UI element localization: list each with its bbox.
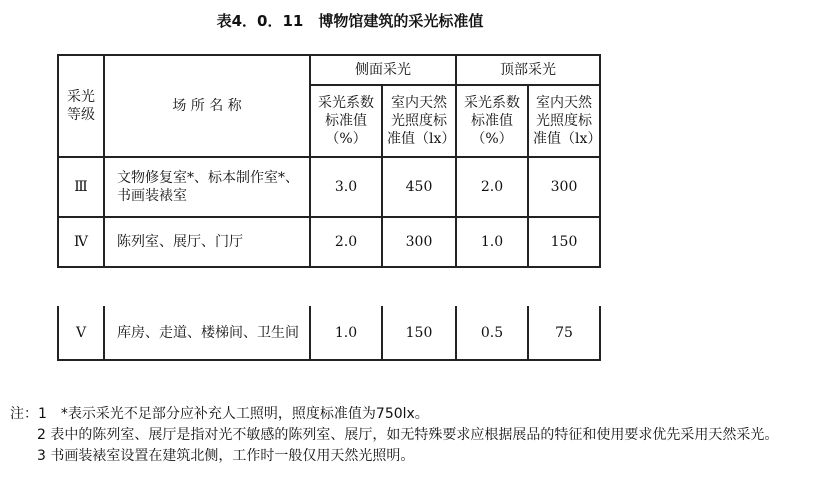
header-place: 场 所 名 称 (104, 55, 310, 157)
grade-cell: Ⅴ (58, 306, 104, 360)
grade-cell: Ⅲ (58, 157, 104, 217)
side-coef-cell: 1.0 (310, 306, 382, 360)
place-cell: 库房、走道、楼梯间、卫生间 (104, 306, 310, 360)
top-coef-cell: 1.0 (456, 217, 528, 267)
side-illum-cell: 300 (382, 217, 456, 267)
side-coef-cell: 3.0 (310, 157, 382, 217)
table-row (58, 157, 600, 217)
note-2: 2 表中的陈列室、展厅是指对光不敏感的陈列室、展厅，如无特殊要求应根据展品的特征和使用要求优先采用天然采光。 (37, 427, 779, 443)
top-illum-cell: 150 (528, 217, 600, 267)
header-top-illum: 室内天然光照度标准值（lx） (528, 85, 600, 157)
daylight-table (57, 54, 601, 268)
header-side: 侧面采光 (310, 55, 456, 85)
place-cell: 陈列室、展厅、门厅 (104, 217, 310, 267)
table-notes (10, 404, 778, 467)
table-title: 表4．0．11 博物馆建筑的采光标准值 (216, 12, 484, 30)
top-coef-cell: 2.0 (456, 157, 528, 217)
note-1: 注：1 *表示采光不足部分应补充人工照明，照度标准值为750lx。 (10, 406, 429, 422)
side-illum-cell: 450 (382, 157, 456, 217)
header-side-coef: 采光系数标准值（%） (310, 85, 382, 157)
place-cell: 文物修复室*、标本制作室*、书画装裱室 (104, 157, 310, 217)
header-grade: 采光等级 (58, 55, 104, 157)
top-illum-cell: 300 (528, 157, 600, 217)
note-3: 3 书画装裱室设置在建筑北侧，工作时一般仅用天然光照明。 (37, 448, 415, 464)
header-side-illum: 室内天然光照度标准值（lx） (382, 85, 456, 157)
table-row (58, 306, 600, 360)
side-illum-cell: 150 (382, 306, 456, 360)
daylight-table-continued (57, 306, 601, 361)
side-coef-cell: 2.0 (310, 217, 382, 267)
grade-cell: Ⅳ (58, 217, 104, 267)
table-row (58, 217, 600, 267)
header-top-coef: 采光系数标准值（%） (456, 85, 528, 157)
top-coef-cell: 0.5 (456, 306, 528, 360)
header-top: 顶部采光 (456, 55, 600, 85)
top-illum-cell: 75 (528, 306, 600, 360)
